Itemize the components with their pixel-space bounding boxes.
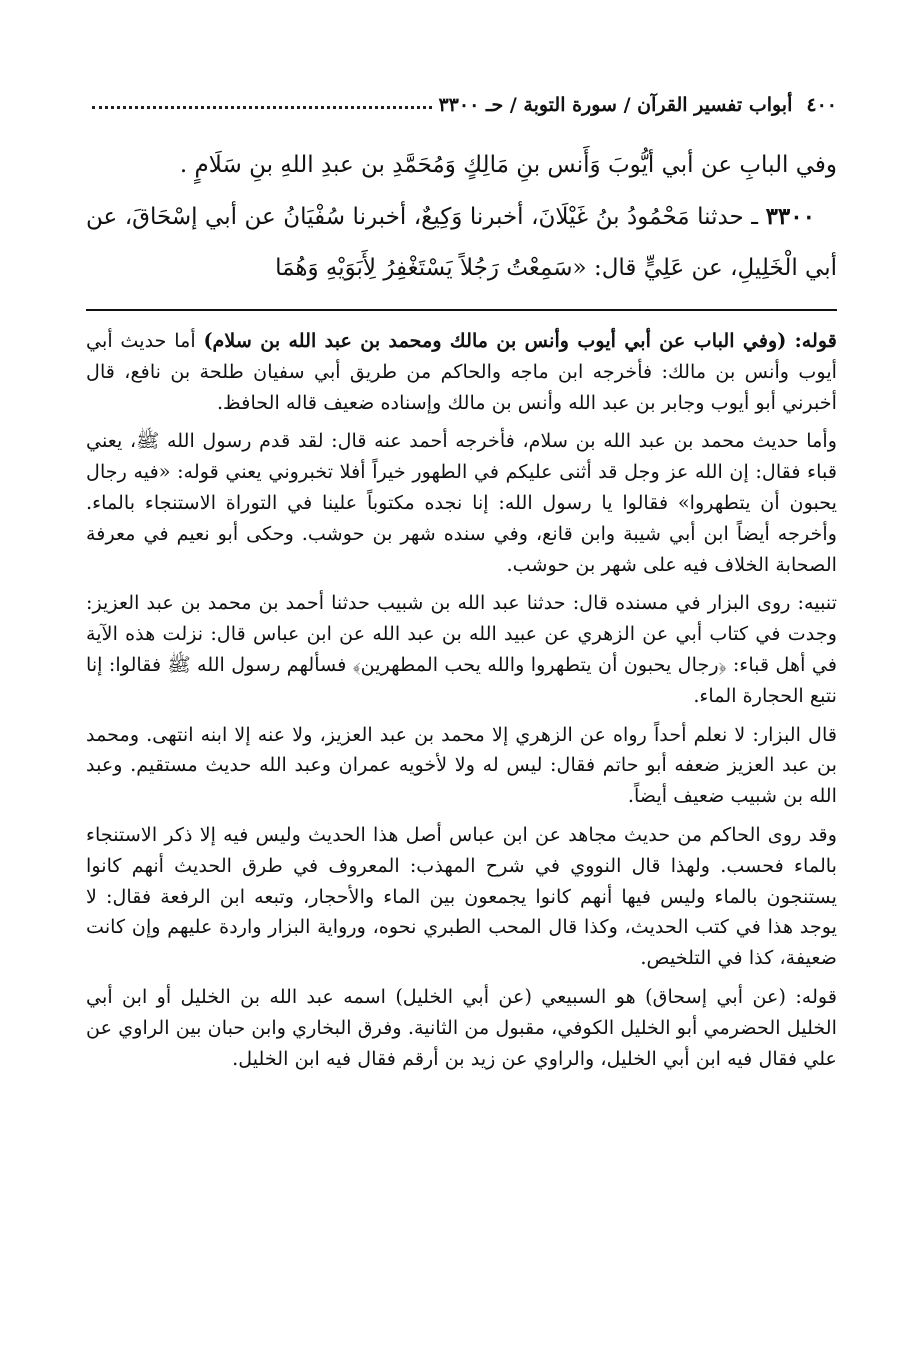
commentary <box>86 326 837 1082</box>
running-title: أبواب تفسير القرآن / سورة التوبة / حـ ٣٣٠٠ <box>438 94 793 116</box>
commentary-text: أما حديث أبي أيوب وأنس بن مالك: فأخرجه ابن ماجه والحاكم من طريق أبي سفيان طلحة بن نافع، قال أخبرني أبو أيوب وجابر بن عبد الله وأنس بن مالك وإسناده ضعيف قاله الحافظ. <box>86 329 837 414</box>
running-header <box>86 82 837 116</box>
page-number: ٤٠٠ <box>806 94 837 116</box>
commentary-paragraph-2: وأما حديث محمد بن عبد الله بن سلام، فأخرجه أحمد عنه قال: لقد قدم رسول الله ﷺ، يعني قباء فقال: إن الله عز وجل قد أثنى عليكم في الطهور خيراً أفلا تخبروني يعني قوله: «فيه رجال يحبون أن يتطهروا» فقالوا يا رسول الله: إنا نجده مكتوباً علينا في التوراة الاستنجاء بالماء. وأخرجه أيضاً ابن أبي شيبة وابن قانع، وفي سنده شهر بن حوشب. وحكى أبو نعيم في معرفة الصحابة الخلاف فيه على شهر بن حوشب. <box>86 429 837 576</box>
commentary-paragraph-5: وقد روى الحاكم من حديث مجاهد عن ابن عباس أصل هذا الحديث وليس فيه إلا ذكر الاستنجاء بالماء فحسب. ولهذا قال النووي في شرح المهذب: المعروف في طرق الحديث أنهم كانوا يستنجون بالماء وليس فيها أنهم كانوا يجمعون بين الماء والأحجار، وتبعه ابن الرفعة فقال: لا يوجد هذا في كتب الحديث، وكذا قال المحب الطبري نحوه، ورواية البزار واردة عليهم وإن كانت ضعيفة، كذا في التلخيص. <box>86 822 837 970</box>
header-leader-dots <box>92 106 432 109</box>
commentary-lemma: قوله: (وفي الباب عن أبي أيوب وأنس بن مالك ومحمد بن عبد الله بن سلام) <box>203 329 837 352</box>
commentary-paragraph-6: قوله: (عن أبي إسحاق) هو السبيعي (عن أبي الخليل) اسمه عبد الله بن الخليل أو ابن أبي الخليل الحضرمي أبو الخليل الكوفي، مقبول من الثانية. وفرق البخاري وابن حبان بين الراوي عن علي فقال فيه ابن أبي الخليل، والراوي عن زيد بن أرقم فقال فيه ابن الخليل. <box>86 984 837 1070</box>
commentary-paragraph-1 <box>86 326 837 418</box>
commentary-paragraph-4: قال البزار: لا نعلم أحداً رواه عن الزهري إلا محمد بن عبد العزيز، ولا عنه إلا ابنه انتهى. ومحمد بن عبد العزيز ضعفه أبو حاتم فقال: ليس له ولا لأخويه عمران وعبد الله حديث مستقيم. وعبد الله بن شبيب ضعيف أيضاً. <box>86 722 837 808</box>
commentary-paragraph-3: تنبيه: روى البزار في مسنده قال: حدثنا عبد الله بن شبيب حدثنا أحمد بن محمد بن عبد العزيز: وجدت في كتاب أبي عن الزهري عن عبيد الله بن عبد الله عن ابن عباس قال: نزلت هذه الآية في أهل قباء: ﴿رجال يحبون أن يتطهروا والله يحب المطهرين﴾ فسألهم رسول الله ﷺ فقالوا: إنا نتبع الحجارة الماء. <box>86 591 837 707</box>
hadith-text <box>86 140 837 294</box>
hadith-number: ٣٣٠٠ <box>765 203 815 230</box>
hadith-chapter-line: وفي البابِ عن أبي أيُّوبَ وَأَنس بنِ مَالِكٍ وَمُحَمَّدِ بن عبدِ اللهِ بنِ سَلَامٍ . <box>179 152 837 178</box>
hadith-3300: ٣٣٠٠ ـ حدثنا مَحْمُودُ بنُ غَيْلَانَ، أخبرنا وَكِيعٌ، أخبرنا سُفْيَانُ عن أبي إسْحَاقَ، عن أبي الْخَلِيلِ، عن عَلِيٍّ قال: «سَمِعْتُ رَجُلاً يَسْتَغْفِرُ لِأَبَوَيْهِ وَهُمَا <box>86 203 837 281</box>
hadith-isnad: حدثنا مَحْمُودُ بنُ غَيْلَانَ، أخبرنا وَكِيعٌ، أخبرنا سُفْيَانُ عن أبي إسْحَاقَ، عن أبي الْخَلِيلِ، عن عَلِيٍّ قال: «سَمِعْتُ رَجُلاً يَسْتَغْفِرُ لِأَبَوَيْهِ وَهُمَا <box>86 204 837 281</box>
footnote-divider <box>86 309 837 311</box>
